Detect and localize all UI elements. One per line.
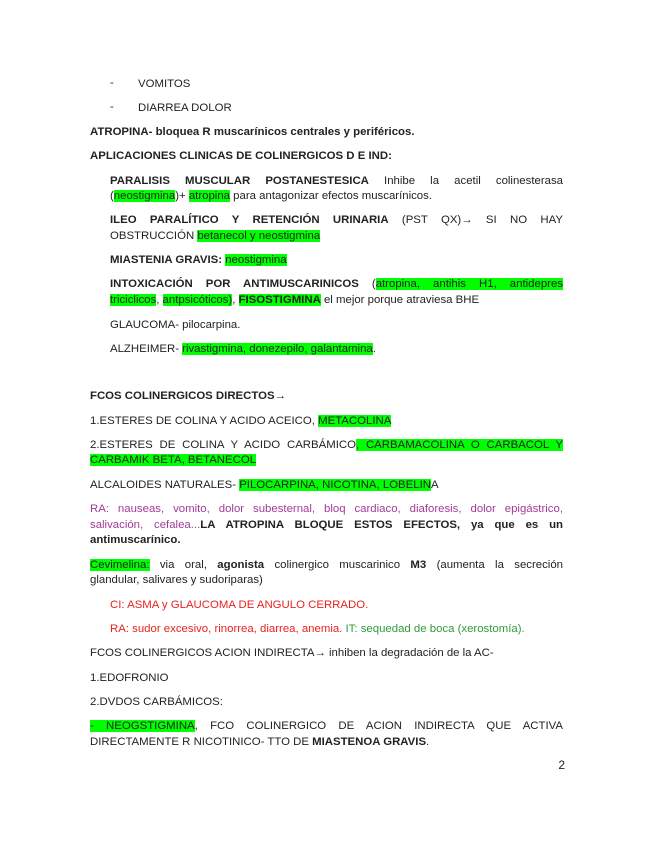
highlight-antipsicoticos: antpsicóticos): [162, 294, 233, 306]
highlight-pilocarpina: PILOCARPINA, NICOTINA, LOBELIN: [239, 479, 431, 491]
glaucoma-line: GLAUCOMA- pilocarpina.: [110, 319, 241, 331]
highlight-carbamacolina: , CARBAMACOLINA O CARBACOL Y: [355, 439, 563, 451]
text: DIRECTAMENTE R NICOTINICO- TTO DE: [90, 736, 313, 748]
ra1-line-3: antimuscarínico.: [90, 534, 181, 546]
intoxicacion-title: INTOXICACIÓN POR ANTIMUSCARINICOS: [110, 278, 359, 290]
text: A: [430, 479, 439, 491]
esteres2-line-2: [90, 453, 256, 467]
intoxicacion-line-1: [110, 277, 563, 291]
text: 2.ESTERES DE COLINA Y ACIDO CARBÁMICO: [90, 439, 356, 451]
highlight-neostigmina: neostigmina: [113, 190, 176, 202]
page-number: 2: [558, 758, 565, 772]
text: M3: [410, 559, 427, 571]
esteres1-line: [90, 414, 391, 428]
list-dash: -: [110, 101, 114, 113]
text: ALCALOIDES NATURALES-: [90, 479, 240, 491]
list-item: DIARREA DOLOR: [138, 102, 232, 114]
text: )+: [175, 190, 189, 202]
neostigmina-line-2: [90, 735, 429, 749]
esteres2-line-1: [90, 438, 563, 452]
text: 1.ESTERES DE COLINA Y ACIDO ACEICO,: [90, 415, 319, 427]
atropina-heading: ATROPINA- bloquea R muscarínicos centrales y periféricos.: [90, 126, 415, 138]
text: colinergico muscarinico: [264, 559, 411, 571]
highlight-neostigmina: neostigmina: [225, 254, 287, 266]
highlight-betanecol: CARBAMIK BETA, BETANECOL: [90, 454, 257, 466]
highlight-atropina-list: atropina, antihis H1, antidepres: [375, 278, 563, 290]
highlight-metacolina: METACOLINA: [318, 415, 392, 427]
paralisis-title: PARALISIS MUSCULAR POSTANESTESICA: [110, 175, 369, 187]
cevimelina-line-1: [90, 558, 563, 572]
ileo-title: ILEO PARALÍTICO Y RETENCIÓN URINARIA: [110, 214, 389, 226]
text: LA ATROPINA BLOQUE ESTOS EFECTOS, ya que es un: [200, 519, 563, 531]
text: ,: [156, 294, 163, 306]
paralisis-line-1: [110, 174, 563, 188]
text: (: [110, 190, 114, 202]
ra1-line-1: RA: nauseas, vomito, dolor subesternal, bloq cardiaco, diaforesis, dolor epigástrico,: [90, 503, 563, 515]
edofronio-line: 1.EDOFRONIO: [90, 672, 169, 684]
highlight-cevimelina: Cevimelina:: [90, 559, 150, 571]
directos-heading: FCOS COLINERGICOS DIRECTOS→: [90, 390, 286, 402]
text: MIASTENOA GRAVIS: [312, 736, 427, 748]
highlight-fisostigmina: FISOSTIGMINA: [238, 294, 321, 306]
ra2-line: [110, 622, 525, 636]
text: .: [426, 736, 430, 748]
text: para antagonizar efectos muscarínicos.: [230, 190, 432, 202]
paralisis-line-2: [110, 189, 432, 203]
ci-line: CI: ASMA y GLAUCOMA DE ANGULO CERRADO.: [110, 599, 369, 611]
neostigmina-line-1: [90, 719, 563, 733]
text: RA: sudor excesivo, rinorrea, diarrea, anemia.: [110, 623, 346, 635]
highlight-betanecol: betanecol y neostigmina: [197, 230, 321, 242]
miastenia-title: MIASTENIA GRAVIS:: [110, 254, 226, 266]
highlight-triciclicos: triciclicos: [110, 294, 157, 306]
intoxicacion-line-2: [110, 293, 479, 307]
text: OBSTRUCCIÓN: [110, 230, 198, 242]
alzheimer-line: [110, 342, 376, 356]
text: via oral,: [149, 559, 218, 571]
text: el mejor porque atraviesa BHE: [320, 294, 480, 306]
text: IT: sequedad de boca (xerostomía).: [345, 623, 525, 635]
highlight-alzheimer-drugs: rivastigmina, donezepilo, galantamina: [182, 343, 373, 355]
text: , FCO COLINERGICO DE ACION INDIRECTA QUE ACTIVA: [194, 720, 564, 732]
alcaloides-line: [90, 478, 439, 492]
miastenia-line: [110, 253, 287, 267]
text: (aumenta la secreción: [426, 559, 563, 571]
list-dash: -: [110, 77, 114, 89]
indirecta-heading: FCOS COLINERGICOS ACION INDIRECTA→ inhiben la degradación de la AC-: [90, 647, 494, 659]
paralisis-text: Inhibe la acetil colinesterasa: [384, 175, 563, 187]
ileo-line-1: [110, 213, 563, 227]
ra1-line-2: [90, 518, 563, 532]
ileo-line-2: [110, 229, 320, 243]
highlight-neostigmina: - NEOGSTIGMINA: [90, 720, 195, 732]
carbamicos-line: 2.DVDOS CARBÁMICOS:: [90, 696, 223, 708]
cevimelina-line-2: glandular, salivares y sudoriparas): [90, 574, 263, 586]
highlight-atropina: atropina: [188, 190, 231, 202]
list-item: VOMITOS: [138, 78, 191, 90]
text: (: [358, 278, 376, 290]
text: .: [372, 343, 376, 355]
text: agonista: [217, 559, 265, 571]
ileo-text: (PST QX)→ SI NO HAY: [401, 214, 563, 226]
text: ,: [232, 294, 239, 306]
text: salivación, cefalea...: [90, 519, 201, 531]
aplicaciones-heading: APLICACIONES CLINICAS DE COLINERGICOS D E IND:: [90, 150, 392, 162]
text: ALZHEIMER-: [110, 343, 183, 355]
